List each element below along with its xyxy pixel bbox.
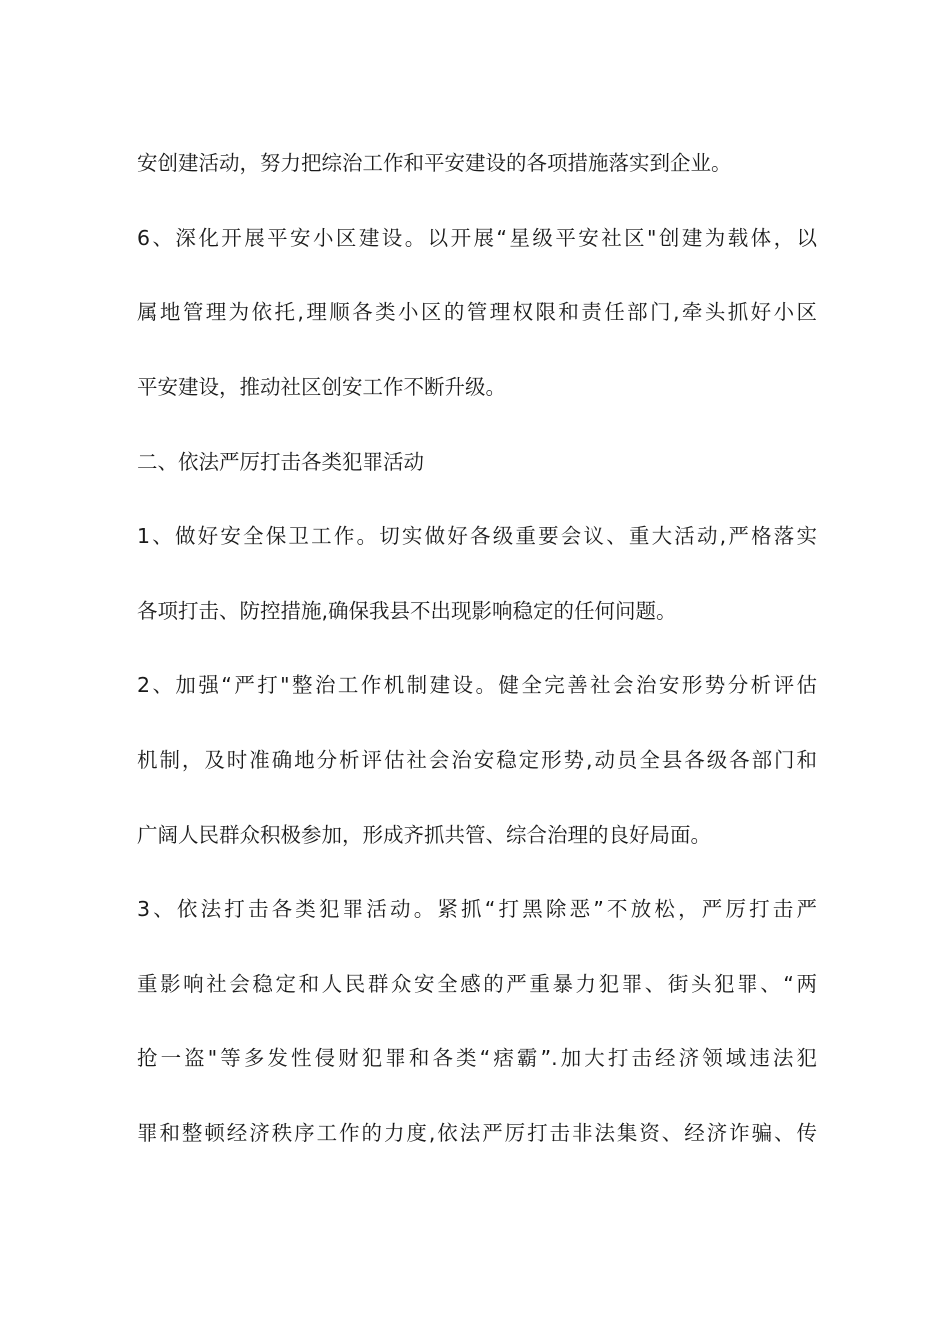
text-line: 罪和整顿经济秩序工作的力度,依法严厉打击非法集资、经济诈骗、传 bbox=[137, 1121, 817, 1145]
text-line: 1、做好安全保卫工作。切实做好各级重要会议、重大活动,严格落实 bbox=[137, 524, 817, 548]
section-heading: 二、依法严厉打击各类犯罪活动 bbox=[137, 450, 424, 474]
text-line: 属地管理为依托,理顺各类小区的管理权限和责任部门,牵头抓好小区 bbox=[137, 300, 817, 324]
text-line: 重影响社会稳定和人民群众安全感的严重暴力犯罪、街头犯罪、“两 bbox=[137, 972, 817, 996]
text-line: 抢一盗"等多发性侵财犯罪和各类“痞霸”.加大打击经济领域违法犯 bbox=[137, 1046, 817, 1070]
text-line: 6、深化开展平安小区建设。以开展“星级平安社区"创建为载体，以 bbox=[137, 226, 817, 250]
text-line: 机制，及时准确地分析评估社会治安稳定形势,动员全县各级各部门和 bbox=[137, 748, 817, 772]
text-line: 2、加强“严打"整治工作机制建设。健全完善社会治安形势分析评估 bbox=[137, 673, 817, 697]
text-line: 安创建活动，努力把综治工作和平安建设的各项措施落实到企业。 bbox=[137, 151, 732, 175]
text-line: 3、依法打击各类犯罪活动。紧抓“打黑除恶”不放松，严厉打击严 bbox=[137, 897, 817, 921]
text-line: 广阔人民群众积极参加，形成齐抓共管、综合治理的良好局面。 bbox=[137, 823, 711, 847]
text-line: 平安建设，推动社区创安工作不断升级。 bbox=[137, 375, 506, 399]
text-line: 各项打击、防控措施,确保我县不出现影响稳定的任何问题。 bbox=[137, 599, 677, 623]
